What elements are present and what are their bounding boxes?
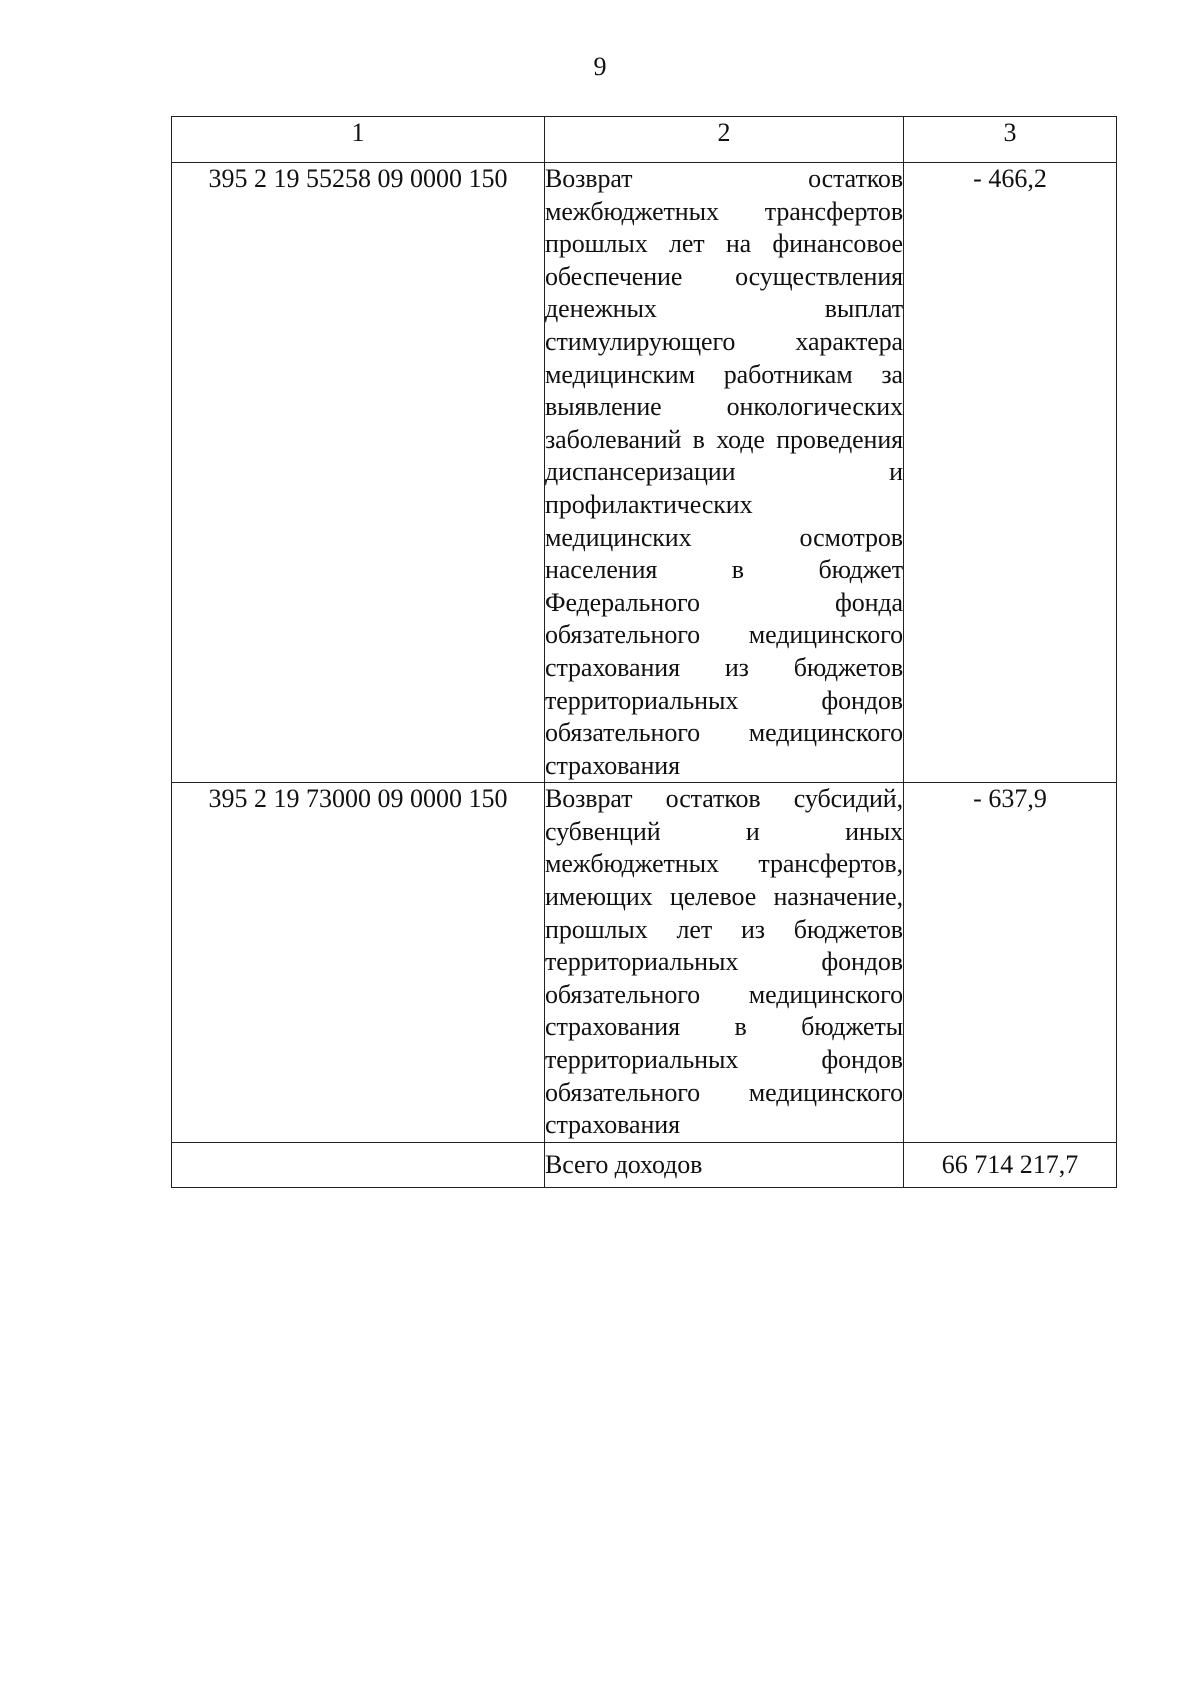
table-row — [172, 163, 1117, 783]
description-cell: Возврат остатков межбюджетных трансфертов прошлых лет на финансовое обеспечение осуществления денежных выплат стимулирующего характера медицинским работникам за выявление онкологических заболеваний в ходе проведения диспансеризации и профилактических медицинских осмотров населения в бюджет Федерального фонда обязательного медицинского страхования из бюджетов территориальных фондов обязательного медицинского страхования — [545, 163, 904, 783]
column-header-2: 2 — [545, 117, 904, 163]
total-amount-cell: 66 714 217,7 — [904, 1142, 1117, 1187]
amount-cell: - 466,2 — [904, 163, 1117, 783]
table-row — [172, 783, 1117, 1143]
amount-cell: - 637,9 — [904, 783, 1117, 1143]
total-row — [172, 1142, 1117, 1187]
description-cell: Возврат остатков субсидий, субвенций и иных межбюджетных трансфертов, имеющих целевое назначение, прошлых лет из бюджетов территориальных фондов обязательного медицинского страхования в бюджеты территориальных фондов обязательного медицинского страхования — [545, 783, 904, 1143]
total-label-cell: Всего доходов — [545, 1142, 904, 1187]
column-header-1: 1 — [172, 117, 545, 163]
total-code-cell — [172, 1142, 545, 1187]
column-header-3: 3 — [904, 117, 1117, 163]
budget-code-cell: 395 2 19 73000 09 0000 150 — [172, 783, 545, 1143]
budget-code-cell: 395 2 19 55258 09 0000 150 — [172, 163, 545, 783]
page-number: 9 — [593, 52, 607, 81]
table-header-row — [172, 117, 1117, 163]
revenue-table — [171, 116, 1117, 1188]
